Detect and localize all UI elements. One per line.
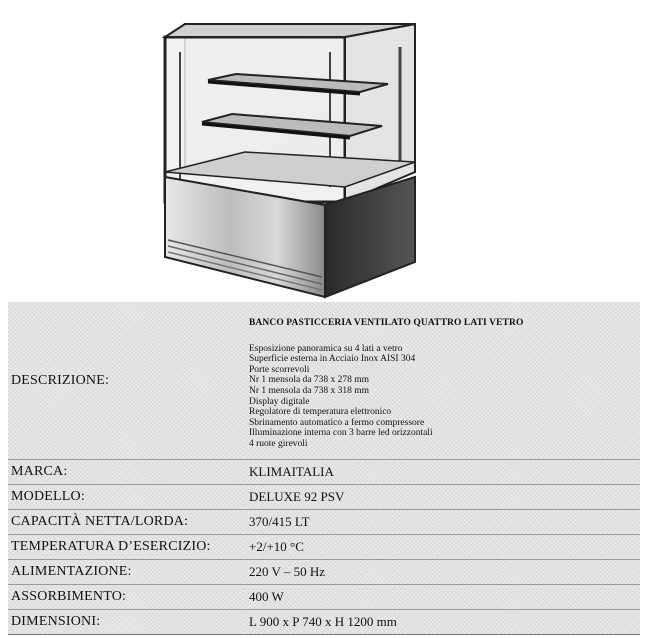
description-value	[243, 302, 640, 460]
list-item: Porte scorrevoli	[249, 364, 310, 375]
feature-list	[249, 344, 640, 450]
table-row	[8, 302, 640, 460]
list-item: Nr 1 mensola da 738 x 318 mm	[249, 385, 370, 396]
spec-value: L 900 x P 740 x H 1200 mm	[243, 610, 640, 635]
table-row	[8, 460, 640, 485]
spec-value: 400 W	[243, 585, 640, 610]
list-item: Esposizione panoramica su 4 lati a vetro	[249, 343, 403, 354]
spec-label: MARCA:	[8, 460, 243, 485]
spec-label: TEMPERATURA D’ESERCIZIO:	[8, 535, 243, 560]
spec-label: MODELLO:	[8, 485, 243, 510]
spec-value: DELUXE 92 PSV	[243, 485, 640, 510]
list-item: 4 ruote girevoli	[249, 438, 308, 449]
table-row	[8, 585, 640, 610]
list-item: Illuminazione interna con 3 barre led orizzontali	[249, 428, 433, 439]
description-title: BANCO PASTICCERIA VENTILATO QUATTRO LATI VETRO	[249, 317, 524, 328]
list-item: Regolatore di temperatura elettronico	[249, 407, 392, 418]
description-label: DESCRIZIONE:	[8, 302, 243, 460]
table-row	[8, 485, 640, 510]
spec-label: ALIMENTAZIONE:	[8, 560, 243, 585]
spec-value: KLIMAITALIA	[243, 460, 640, 485]
list-item: Sbrinamento automatico a fermo compressore	[249, 417, 425, 428]
display-case-illustration	[150, 12, 430, 302]
spec-label: CAPACITÀ NETTA/LORDA:	[8, 510, 243, 535]
spec-label: DIMENSIONI:	[8, 610, 243, 635]
table-row	[8, 610, 640, 635]
table-row	[8, 510, 640, 535]
product-image	[150, 12, 430, 302]
table-row	[8, 535, 640, 560]
spec-value: 370/415 LT	[243, 510, 640, 535]
spec-value: 220 V – 50 Hz	[243, 560, 640, 585]
list-item: Superficie esterna in Acciaio Inox AISI 304	[249, 354, 416, 365]
list-item: Nr 1 mensola da 738 x 278 mm	[249, 375, 370, 386]
spec-table	[8, 302, 640, 635]
spec-label: ASSORBIMENTO:	[8, 585, 243, 610]
list-item: Display digitale	[249, 396, 310, 407]
spec-value: +2/+10 °C	[243, 535, 640, 560]
table-row	[8, 560, 640, 585]
